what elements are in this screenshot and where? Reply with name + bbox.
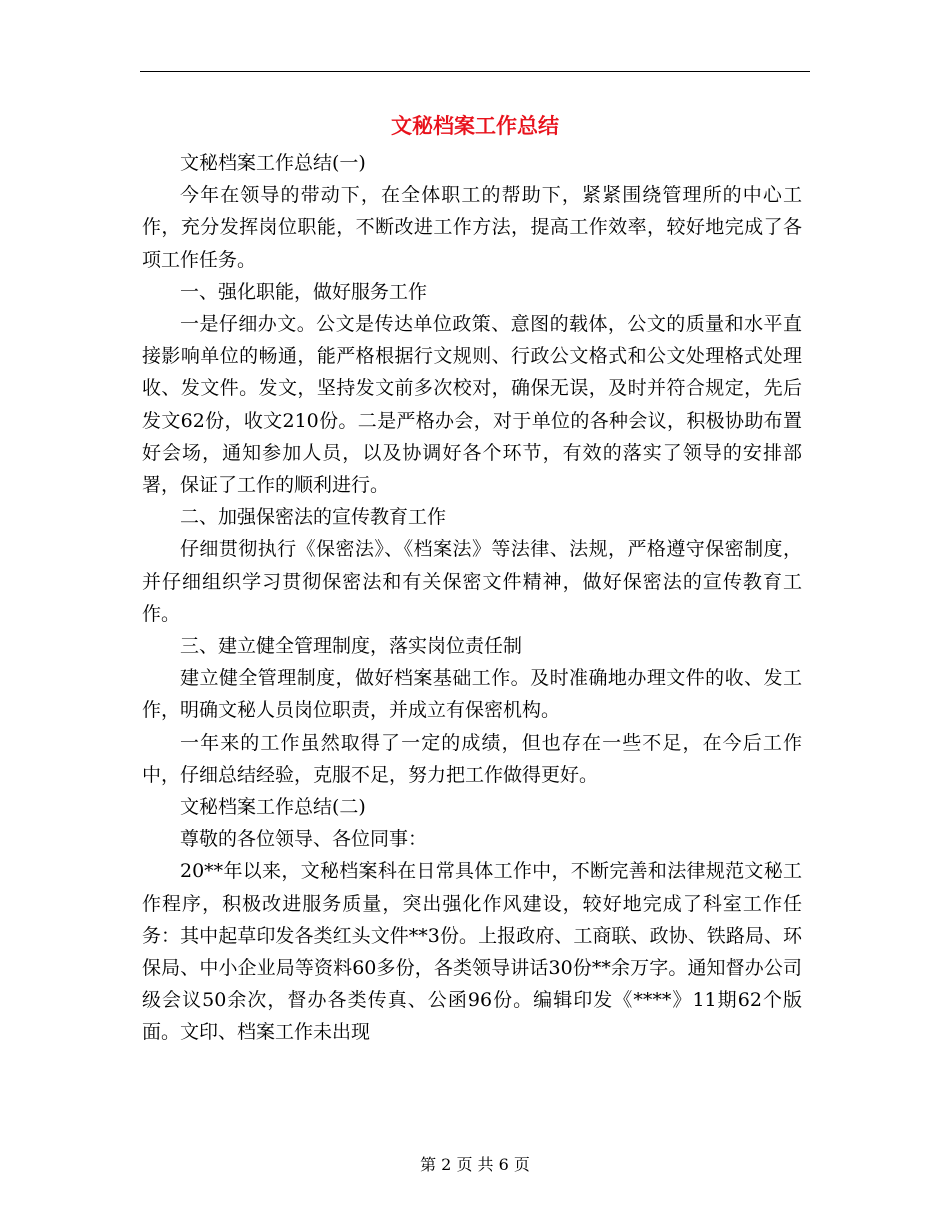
paragraph-intro: 今年在领导的带动下，在全体职工的帮助下，紧紧围绕管理所的中心工作，充分发挥岗位职能，不断改进工作方法，提高工作效率，较好地完成了各项工作任务。	[142, 184, 802, 271]
paragraph-conclusion: 一年来的工作虽然取得了一定的成绩，但也存在一些不足，在今后工作中，仔细总结经验，克服不足，努力把工作做得更好。	[142, 731, 802, 786]
header-rule	[140, 71, 810, 72]
paragraph-documents: 一是仔细办文。公文是传达单位政策、意图的载体，公文的质量和水平直接影响单位的畅通，能严格根据行文规则、行政公文格式和公文处理格式处理收、发文件。发文，坚持发文前多次校对，确保无误，及时并符合规定，先后发文62份，收文210份。二是严格办会，对于单位的各种会议，积极协助布置好会场，通知参加人员，以及协调好各个环节，有效的落实了领导的安排部署，保证了工作的顺利进行。	[142, 313, 802, 497]
subheading-2: 二、加强保密法的宣传教育工作	[180, 506, 447, 529]
section-heading-1: 文秘档案工作总结(一)	[180, 152, 366, 174]
page-footer: 第 2 页 共 6 页	[420, 1155, 530, 1174]
paragraph-management: 建立健全管理制度，做好档案基础工作。及时准确地办理文件的收、发工作，明确文秘人员岗位职责，并成立有保密机构。	[142, 667, 802, 722]
paragraph-summary: 20**年以来，文秘档案科在日常具体工作中，不断完善和法律规范文秘工作程序，积极改进服务质量，突出强化作风建设，较好地完成了科室工作任务：其中起草印发各类红头文件**3份。上报政府、工商联、政协、铁路局、环保局、中小企业局等资料60多份，各类领导讲话30份**余万字。通知督办公司级会议50余次，督办各类传真、公函96份。编辑印发《****》11期62个版面。文印、档案工作未出现	[142, 860, 802, 1044]
salutation: 尊敬的各位领导、各位同事：	[180, 828, 428, 851]
document-body	[142, 147, 802, 1049]
section-heading-2: 文秘档案工作总结(二)	[180, 796, 366, 819]
document-title: 文秘档案工作总结	[391, 114, 559, 138]
paragraph-confidentiality: 仔细贯彻执行《保密法》、《档案法》等法律、法规，严格遵守保密制度，并仔细组织学习贯彻保密法和有关保密文件精神，做好保密法的宣传教育工作。	[142, 538, 802, 625]
subheading-3: 三、建立健全管理制度，落实岗位责任制	[180, 635, 523, 658]
subheading-1: 一、强化职能，做好服务工作	[180, 280, 428, 303]
